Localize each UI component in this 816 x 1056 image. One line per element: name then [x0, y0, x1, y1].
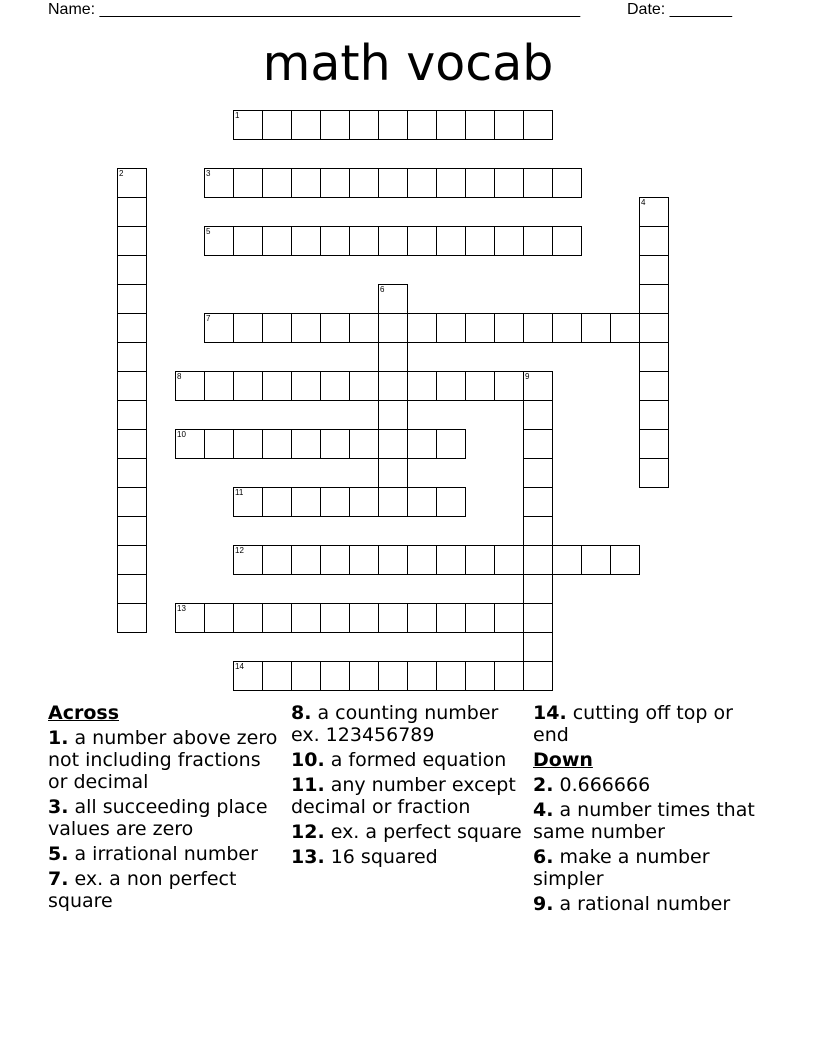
grid-cell[interactable] [523, 661, 553, 691]
clue-number: 10. [291, 749, 325, 771]
grid-cell[interactable] [523, 632, 553, 662]
grid-cell[interactable] [233, 429, 263, 459]
clue-down-2 [533, 774, 768, 796]
grid-cell[interactable] [407, 429, 437, 459]
clue-number: 3. [48, 796, 69, 818]
clue-text: a number times that same number [533, 799, 755, 843]
grid-cell[interactable] [233, 661, 263, 691]
grid-cell[interactable] [407, 226, 437, 256]
grid-cell[interactable] [378, 458, 408, 488]
grid-cell[interactable] [262, 371, 292, 401]
clue-across-11 [291, 774, 531, 818]
clue-text: ex. a non perfect square [48, 868, 237, 912]
grid-cell[interactable] [494, 545, 524, 575]
grid-cell[interactable] [523, 603, 553, 633]
grid-cell[interactable] [175, 603, 205, 633]
grid-cell[interactable] [117, 226, 147, 256]
grid-cell[interactable] [233, 371, 263, 401]
clue-number: 5. [48, 843, 69, 865]
grid-cell[interactable] [117, 429, 147, 459]
clue-text: any number except decimal or fraction [291, 774, 516, 818]
grid-cell[interactable] [378, 603, 408, 633]
grid-cell[interactable] [349, 603, 379, 633]
grid-cell[interactable] [639, 255, 669, 285]
grid-cell[interactable] [233, 168, 263, 198]
grid-cell[interactable] [436, 110, 466, 140]
cell-number: 4 [641, 198, 646, 207]
grid-cell[interactable] [378, 429, 408, 459]
grid-cell[interactable] [117, 603, 147, 633]
grid-cell[interactable] [639, 458, 669, 488]
grid-cell[interactable] [465, 110, 495, 140]
grid-cell[interactable] [204, 226, 234, 256]
grid-cell[interactable] [639, 313, 669, 343]
grid-cell[interactable] [117, 284, 147, 314]
clue-number: 13. [291, 846, 325, 868]
clue-text: all succeeding place values are zero [48, 796, 268, 840]
grid-cell[interactable] [552, 226, 582, 256]
grid-cell[interactable] [175, 429, 205, 459]
clue-text: a formed equation [324, 749, 507, 771]
grid-cell[interactable] [262, 545, 292, 575]
grid-cell[interactable] [291, 110, 321, 140]
grid-cell[interactable] [378, 342, 408, 372]
grid-cell[interactable] [117, 197, 147, 227]
clue-number: 14. [533, 702, 567, 724]
grid-cell[interactable] [117, 371, 147, 401]
grid-cell[interactable] [262, 226, 292, 256]
clue-text: a rational number [553, 893, 731, 915]
grid-cell[interactable] [320, 429, 350, 459]
grid-cell[interactable] [494, 661, 524, 691]
grid-cell[interactable] [523, 168, 553, 198]
clue-across-3 [48, 796, 283, 840]
clue-number: 12. [291, 821, 325, 843]
grid-cell[interactable] [523, 487, 553, 517]
grid-cell[interactable] [378, 226, 408, 256]
grid-cell[interactable] [117, 545, 147, 575]
grid-cell[interactable] [523, 545, 553, 575]
clue-number: 6. [533, 846, 554, 868]
grid-cell[interactable] [465, 168, 495, 198]
grid-cell[interactable] [523, 313, 553, 343]
grid-cell[interactable] [378, 487, 408, 517]
grid-cell[interactable] [117, 458, 147, 488]
grid-cell[interactable] [639, 284, 669, 314]
grid-cell[interactable] [407, 110, 437, 140]
grid-cell[interactable] [610, 313, 640, 343]
grid-cell[interactable] [117, 516, 147, 546]
grid-cell[interactable] [610, 545, 640, 575]
grid-cell[interactable] [320, 110, 350, 140]
grid-cell[interactable] [552, 168, 582, 198]
grid-cell[interactable] [523, 574, 553, 604]
clue-text: cutting off top or end [533, 702, 733, 746]
grid-cell[interactable] [465, 371, 495, 401]
grid-cell[interactable] [233, 603, 263, 633]
grid-cell[interactable] [523, 226, 553, 256]
cell-number: 11 [235, 488, 244, 497]
cell-number: 14 [235, 662, 244, 671]
clue-number: 11. [291, 774, 325, 796]
cell-number: 10 [177, 430, 186, 439]
clue-across-14 [533, 702, 768, 746]
clue-text: make a number simpler [533, 846, 710, 890]
clue-across-5 [48, 843, 283, 865]
name-field-label: Name: ______________________________________________________ [48, 1, 581, 18]
clue-number: 9. [533, 893, 554, 915]
grid-cell[interactable] [436, 661, 466, 691]
grid-cell[interactable] [349, 371, 379, 401]
grid-cell[interactable] [117, 255, 147, 285]
grid-cell[interactable] [639, 400, 669, 430]
grid-cell[interactable] [639, 342, 669, 372]
grid-cell[interactable] [117, 313, 147, 343]
clue-number: 4. [533, 799, 554, 821]
grid-cell[interactable] [291, 661, 321, 691]
across-heading: Across [48, 702, 120, 724]
grid-cell[interactable] [378, 168, 408, 198]
grid-cell[interactable] [291, 603, 321, 633]
cell-number: 12 [235, 546, 244, 555]
clue-across-1 [48, 727, 283, 793]
grid-cell[interactable] [494, 371, 524, 401]
grid-cell[interactable] [349, 226, 379, 256]
grid-cell[interactable] [523, 371, 553, 401]
grid-cell[interactable] [233, 487, 263, 517]
grid-cell[interactable] [175, 371, 205, 401]
grid-cell[interactable] [407, 661, 437, 691]
clue-across-12 [291, 821, 531, 843]
clue-across-8 [291, 702, 531, 746]
grid-cell[interactable] [233, 313, 263, 343]
grid-cell[interactable] [378, 545, 408, 575]
cell-number: 2 [119, 169, 124, 178]
grid-cell[interactable] [494, 313, 524, 343]
clue-text: a counting number ex. 123456789 [291, 702, 499, 746]
grid-cell[interactable] [639, 226, 669, 256]
grid-cell[interactable] [291, 371, 321, 401]
grid-cell[interactable] [378, 313, 408, 343]
grid-cell[interactable] [465, 313, 495, 343]
grid-cell[interactable] [349, 545, 379, 575]
grid-cell[interactable] [320, 313, 350, 343]
cell-number: 7 [206, 314, 211, 323]
grid-cell[interactable] [204, 371, 234, 401]
grid-cell[interactable] [581, 313, 611, 343]
grid-cell[interactable] [436, 429, 466, 459]
grid-cell[interactable] [349, 661, 379, 691]
grid-cell[interactable] [494, 603, 524, 633]
grid-cell[interactable] [639, 429, 669, 459]
grid-cell[interactable] [349, 168, 379, 198]
cell-number: 6 [380, 285, 385, 294]
grid-cell[interactable] [523, 429, 553, 459]
grid-cell[interactable] [552, 313, 582, 343]
grid-cell[interactable] [349, 487, 379, 517]
cell-number: 1 [235, 111, 240, 120]
cell-number: 8 [177, 372, 182, 381]
grid-cell[interactable] [378, 110, 408, 140]
down-heading: Down [533, 749, 593, 771]
grid-cell[interactable] [523, 110, 553, 140]
grid-cell[interactable] [291, 226, 321, 256]
cell-number: 13 [177, 604, 186, 613]
grid-cell[interactable] [407, 168, 437, 198]
grid-cell[interactable] [407, 371, 437, 401]
clue-across-10 [291, 749, 531, 771]
grid-cell[interactable] [523, 458, 553, 488]
grid-cell[interactable] [262, 110, 292, 140]
clue-text: 16 squared [324, 846, 438, 868]
clues-column-2 [291, 702, 531, 871]
grid-cell[interactable] [349, 313, 379, 343]
grid-cell[interactable] [262, 487, 292, 517]
grid-cell[interactable] [320, 487, 350, 517]
grid-cell[interactable] [407, 603, 437, 633]
grid-cell[interactable] [523, 400, 553, 430]
grid-cell[interactable] [552, 545, 582, 575]
grid-cell[interactable] [465, 603, 495, 633]
grid-cell[interactable] [233, 226, 263, 256]
grid-cell[interactable] [233, 545, 263, 575]
grid-cell[interactable] [262, 313, 292, 343]
grid-cell[interactable] [204, 168, 234, 198]
grid-cell[interactable] [291, 168, 321, 198]
clue-across-7 [48, 868, 283, 912]
grid-cell[interactable] [320, 603, 350, 633]
page-title: math vocab [262, 35, 554, 92]
grid-cell[interactable] [407, 545, 437, 575]
grid-cell[interactable] [262, 168, 292, 198]
grid-cell[interactable] [436, 313, 466, 343]
grid-cell[interactable] [320, 226, 350, 256]
grid-cell[interactable] [117, 400, 147, 430]
grid-cell[interactable] [407, 487, 437, 517]
clue-text: a number above zero not including fractions or decimal [48, 727, 278, 793]
grid-cell[interactable] [465, 226, 495, 256]
grid-cell[interactable] [262, 429, 292, 459]
clue-number: 2. [533, 774, 554, 796]
cell-number: 9 [525, 372, 530, 381]
grid-cell[interactable] [465, 661, 495, 691]
grid-cell[interactable] [494, 168, 524, 198]
grid-cell[interactable] [639, 371, 669, 401]
clue-text: a irrational number [68, 843, 258, 865]
cell-number: 3 [206, 169, 211, 178]
clue-down-6 [533, 846, 768, 890]
grid-cell[interactable] [378, 371, 408, 401]
grid-cell[interactable] [204, 429, 234, 459]
grid-cell[interactable] [494, 110, 524, 140]
clues-column-1 [48, 702, 283, 915]
clue-across-13 [291, 846, 531, 868]
grid-cell[interactable] [436, 371, 466, 401]
grid-cell[interactable] [494, 226, 524, 256]
cell-number: 5 [206, 227, 211, 236]
clue-number: 1. [48, 727, 69, 749]
grid-cell[interactable] [436, 487, 466, 517]
grid-cell[interactable] [349, 429, 379, 459]
grid-cell[interactable] [204, 313, 234, 343]
grid-cell[interactable] [407, 313, 437, 343]
grid-cell[interactable] [117, 574, 147, 604]
grid-cell[interactable] [320, 371, 350, 401]
grid-cell[interactable] [581, 545, 611, 575]
grid-cell[interactable] [320, 661, 350, 691]
grid-cell[interactable] [262, 603, 292, 633]
grid-cell[interactable] [378, 284, 408, 314]
grid-cell[interactable] [436, 226, 466, 256]
grid-cell[interactable] [639, 197, 669, 227]
grid-cell[interactable] [523, 516, 553, 546]
clue-down-9 [533, 893, 768, 915]
grid-cell[interactable] [291, 545, 321, 575]
grid-cell[interactable] [117, 342, 147, 372]
clue-text: 0.666666 [553, 774, 651, 796]
grid-cell[interactable] [117, 487, 147, 517]
grid-cell[interactable] [204, 603, 234, 633]
grid-cell[interactable] [436, 545, 466, 575]
grid-cell[interactable] [291, 313, 321, 343]
grid-cell[interactable] [378, 400, 408, 430]
grid-cell[interactable] [262, 661, 292, 691]
clue-number: 8. [291, 702, 312, 724]
grid-cell[interactable] [320, 545, 350, 575]
clues-column-3 [533, 702, 768, 918]
grid-cell[interactable] [349, 110, 379, 140]
grid-cell[interactable] [291, 487, 321, 517]
date-field-label: Date: _______ [627, 1, 732, 18]
clue-number: 7. [48, 868, 69, 890]
grid-cell[interactable] [436, 603, 466, 633]
grid-cell[interactable] [291, 429, 321, 459]
clue-text: ex. a perfect square [324, 821, 522, 843]
grid-cell[interactable] [465, 545, 495, 575]
grid-cell[interactable] [320, 168, 350, 198]
grid-cell[interactable] [117, 168, 147, 198]
grid-cell[interactable] [233, 110, 263, 140]
grid-cell[interactable] [436, 168, 466, 198]
grid-cell[interactable] [378, 661, 408, 691]
clue-down-4 [533, 799, 768, 843]
